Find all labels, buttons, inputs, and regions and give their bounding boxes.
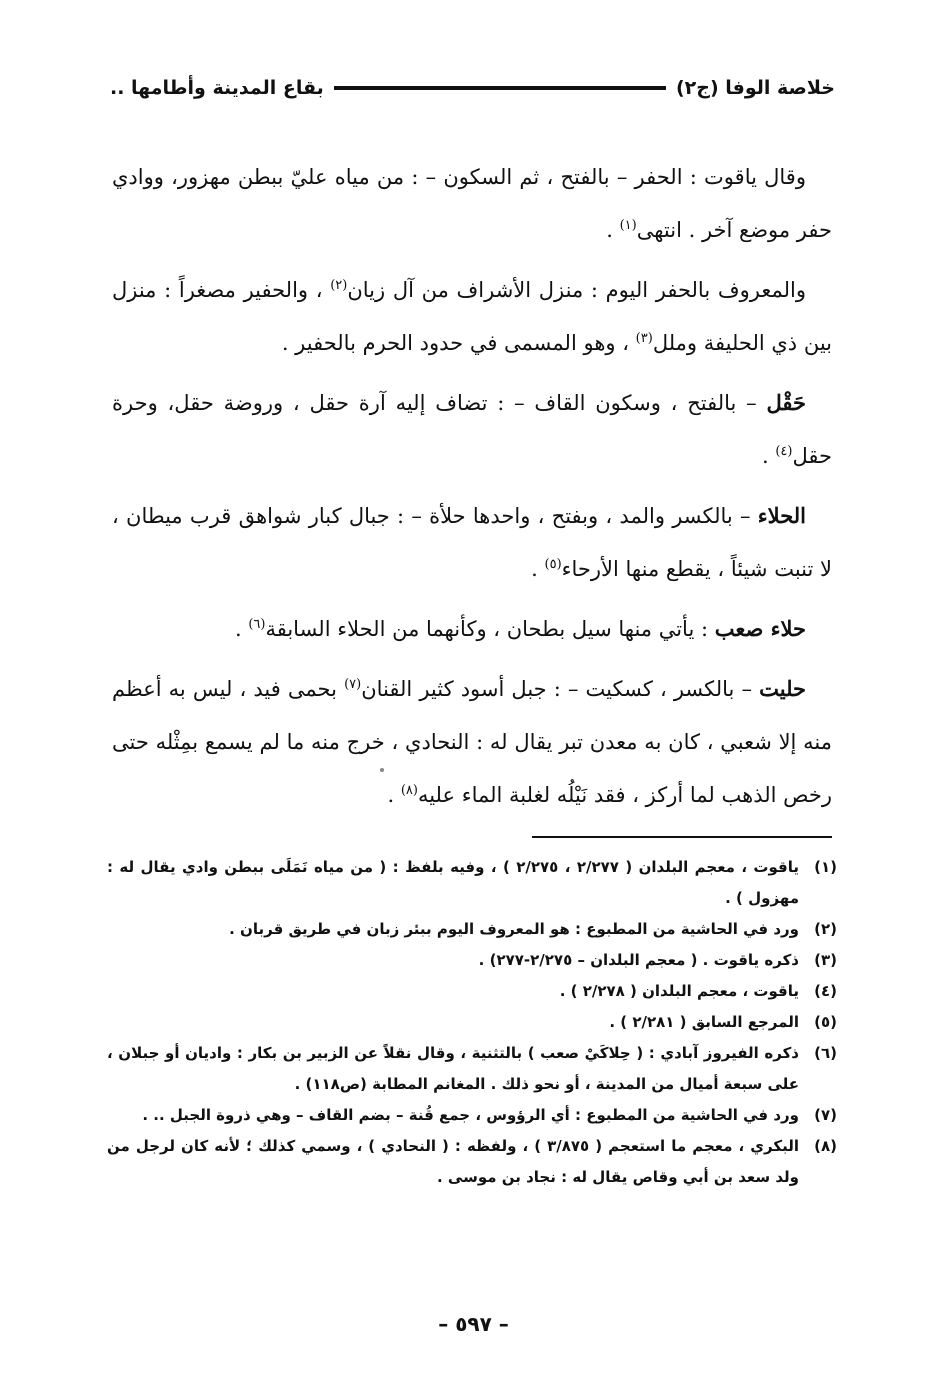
footnote-text: ورد في الحاشية من المطبوع : هو المعروف اليوم ببئر زبان في طريق قربان . [229, 920, 799, 938]
footnote-number: (٣) [814, 951, 837, 969]
paragraph [112, 662, 832, 822]
footnote-text: البكري ، معجم ما استعجم ( ٣/٨٧٥ ) ، ولفظه : ( النحادي ) ، وسمي كذلك ؛ لأنه كان لرجل من ولد سعد بن أبي وقاص يقال له : نجاد بن موسى . [107, 1137, 799, 1186]
footnote-text: ورد في الحاشية من المطبوع : أي الرؤوس ، جمع قُنة – بضم القاف – وهي ذروة الجبل .. . [142, 1106, 799, 1124]
paragraph-text: ، والحفير مصغراً : منزل بين ذي الحليفة وملل [112, 278, 832, 355]
header-rule [334, 86, 666, 90]
paragraph-text: وقال ياقوت : الحفر – بالفتح ، ثم السكون – : من مياه عليّ ببطن مهزور، ووادي حفر موضع آخر . انتهى [112, 165, 832, 242]
footnote-number: (٤) [814, 982, 837, 1000]
entry-term: حلاء صعب [714, 616, 806, 641]
entry-term: الحلاء [757, 503, 806, 528]
footnote-ref: (٣) [635, 331, 653, 346]
footnote-number: (٧) [814, 1106, 837, 1124]
paragraph-text: : يأتي منها سيل بطحان ، وكأنهما من الحلاء السابقة [265, 617, 715, 641]
footnote [107, 976, 837, 1007]
scan-speck [380, 768, 384, 772]
paragraph [112, 489, 832, 596]
paragraph-text: والمعروف بالحفر اليوم : منزل الأشراف من آل زيان [347, 278, 806, 302]
header-book-title: خلاصة الوفا (ج٢) [675, 77, 835, 99]
paragraph-text: . [606, 218, 620, 242]
footnote-text: ياقوت ، معجم البلدان ( ٢/٢٧٧ ، ٢/٢٧٥ ) ، وفيه بلفظ : ( من مياه نَمَلَى ببطن وادي يقال له : مهزول ) . [107, 858, 799, 907]
paragraph-text: . [761, 444, 776, 468]
paragraph [112, 376, 832, 483]
paragraph-text: بحمى فيد ، ليس به أعظم منه إلا شعبي ، كان به معدن تبر يقال له : النحادي ، خرج منه ما لم يسمع بمِثْله حتى رخص الذهب لما أركز ، فقد نَيْلُه لغلبة الماء عليه [112, 677, 832, 807]
paragraph-text: . [531, 557, 545, 581]
footnote-text: ذكره ياقوت . ( معجم البلدان – ٢/٢٧٥-٢٧٧) . [478, 951, 799, 969]
paragraph [112, 602, 832, 656]
footnote-ref: (٧) [344, 677, 362, 692]
footnote [107, 914, 837, 945]
main-text [112, 150, 832, 828]
footnote-number: (٦) [814, 1044, 837, 1062]
footnote-number: (٢) [814, 920, 837, 938]
paragraph-text: . [234, 617, 249, 641]
entry-term: حَقْل [766, 390, 806, 415]
footnote [107, 1100, 837, 1131]
paragraph [112, 150, 832, 257]
footnote-ref: (٢) [330, 278, 348, 293]
footnote-ref: (٥) [544, 557, 562, 572]
footnote [107, 1038, 837, 1100]
paragraph [112, 263, 832, 370]
footnote-number: (٨) [814, 1137, 837, 1155]
page-number: – ٥٩٧ – [438, 1312, 509, 1336]
footnote-text: ياقوت ، معجم البلدان ( ٢/٢٧٨ ) . [559, 982, 799, 1000]
paragraph-text: – بالفتح ، وسكون القاف – : تضاف إليه آرة حقل ، وروضة حقل، وحرة حقل [112, 391, 832, 468]
footnote-ref: (١) [619, 218, 637, 233]
paragraph-text: – بالكسر ، كسكيت – : جبل أسود كثير القنان [361, 677, 760, 701]
footnote [107, 852, 837, 914]
header-chapter-title: بقاع المدينة وأطامها .. [110, 77, 324, 99]
footnote-ref: (٨) [400, 783, 418, 798]
footnote-separator [532, 836, 832, 838]
footnote [107, 1007, 837, 1038]
footnote-text: ذكره الفيروز آبادي : ( حِلاكَيْ صعب ) بالتثنية ، وقال نقلاً عن الزبير بن بكار : واديان أو جبلان ، على سبعة أميال من المدينة ، أو نحو ذلك . المغانم المطابة (ص١١٨) . [107, 1044, 799, 1093]
paragraph-text: ، وهو المسمى في حدود الحرم بالحفير . [281, 331, 636, 355]
running-header [110, 70, 835, 106]
footnote [107, 1131, 837, 1193]
paragraph-text: . [387, 783, 401, 807]
footnote-number: (٥) [814, 1013, 837, 1031]
footnote [107, 945, 837, 976]
entry-term: حليت [759, 676, 807, 701]
footnote-ref: (٤) [775, 444, 793, 459]
paragraph-text: – بالكسر والمد ، وبفتح ، واحدها حلأة – : جبال كبار شواهق قرب ميطان ، لا تنبت شيئاً ، يقطع منها الأرحاء [112, 504, 832, 581]
footnote-ref: (٦) [248, 617, 266, 632]
footnote-number: (١) [814, 858, 837, 876]
footnote-text: المرجع السابق ( ٢/٢٨١ ) . [609, 1013, 799, 1031]
footnotes [107, 852, 837, 1193]
